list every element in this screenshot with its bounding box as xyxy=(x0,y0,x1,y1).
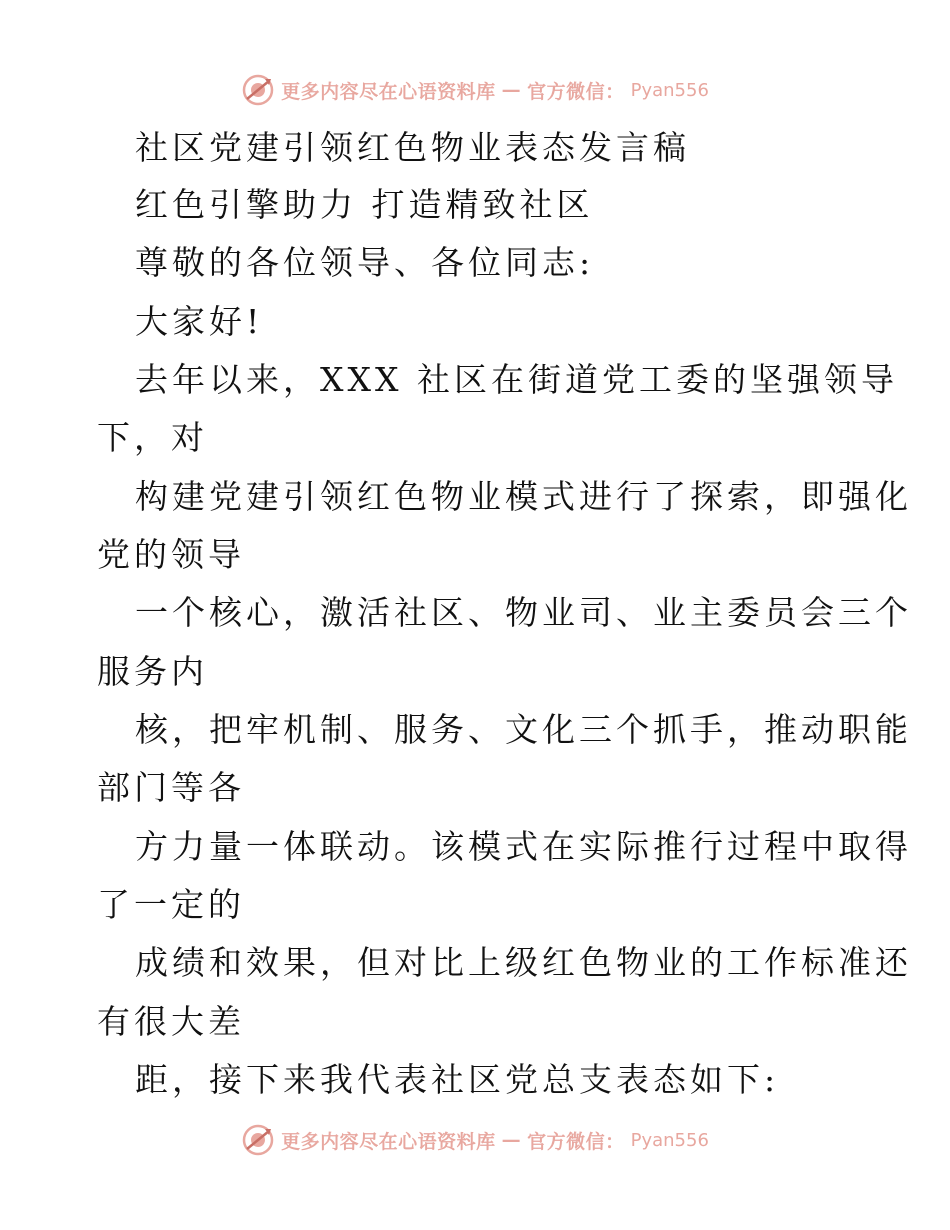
header-watermark xyxy=(0,70,950,110)
paragraph-line: 下，对 xyxy=(97,418,208,457)
footer-watermark xyxy=(0,1120,950,1160)
paragraph-line: 部门等各 xyxy=(97,768,245,807)
paragraph-line: 方力量一体联动。该模式在实际推行过程中取得 xyxy=(135,827,912,866)
paragraph-line: 服务内 xyxy=(97,652,208,691)
watermark-id: Pyan556 xyxy=(630,79,709,101)
paragraph-line: 构建党建引领红色物业模式进行了探索，即强化 xyxy=(135,477,912,516)
logo-icon xyxy=(241,73,275,107)
watermark-separator: — xyxy=(501,1129,522,1151)
paragraph-line: 去年以来，XXX 社区在街道党工委的坚强领导 xyxy=(135,360,898,399)
salutation: 尊敬的各位领导、各位同志: xyxy=(135,243,595,282)
watermark-id: Pyan556 xyxy=(630,1129,709,1151)
paragraph-line: 了一定的 xyxy=(97,885,245,924)
watermark-official: 官方微信： xyxy=(527,1130,625,1153)
watermark-official: 官方微信： xyxy=(527,80,625,103)
paragraph-line: 有很大差 xyxy=(97,1002,245,1041)
paragraph-line: 核，把牢机制、服务、文化三个抓手，推动职能 xyxy=(135,710,912,749)
doc-title: 社区党建引领红色物业表态发言稿 xyxy=(135,128,690,167)
watermark-separator: — xyxy=(501,79,522,101)
paragraph-line: 党的领导 xyxy=(97,535,245,574)
watermark-brand: 更多内容尽在心语资料库 xyxy=(281,1130,496,1153)
paragraph-line: 成绩和效果，但对比上级红色物业的工作标准还 xyxy=(135,943,912,982)
doc-subtitle: 红色引擎助力 打造精致社区 xyxy=(135,185,594,224)
watermark-brand: 更多内容尽在心语资料库 xyxy=(281,80,496,103)
logo-icon xyxy=(241,1123,275,1157)
paragraph-line: 一个核心，激活社区、物业司、业主委员会三个 xyxy=(135,593,912,632)
greeting: 大家好! xyxy=(135,302,264,341)
paragraph-line: 距，接下来我代表社区党总支表态如下: xyxy=(135,1060,780,1099)
